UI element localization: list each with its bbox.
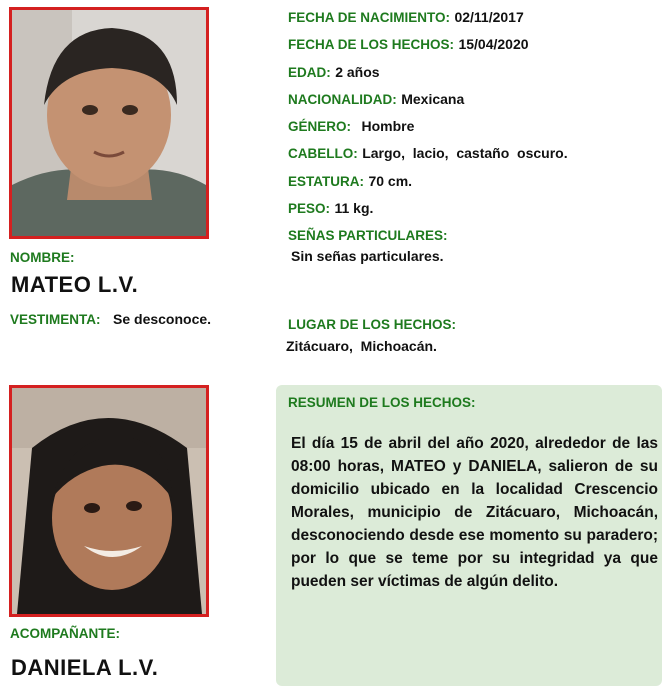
detail-label: CABELLO: [288, 146, 358, 161]
detail-row-weight [288, 200, 373, 218]
detail-value: Hombre [361, 118, 415, 134]
detail-value: 11 kg. [334, 200, 374, 216]
child-photo [9, 7, 209, 239]
detail-row-height [288, 173, 412, 191]
clothing-label: VESTIMENTA: [10, 312, 101, 327]
summary-label: RESUMEN DE LOS HECHOS: [288, 395, 476, 410]
marks-label: SEÑAS PARTICULARES: [288, 228, 448, 243]
detail-value: 02/11/2017 [454, 9, 524, 25]
clothing-value: Se desconoce. [113, 311, 212, 327]
detail-row-nationality [288, 91, 464, 109]
detail-value: Largo, lacio, castaño oscuro. [362, 145, 568, 161]
detail-value: 15/04/2020 [458, 36, 529, 52]
marks-value: Sin señas particulares. [291, 248, 444, 264]
detail-label: FECHA DE LOS HECHOS: [288, 37, 455, 52]
detail-label: PESO: [288, 201, 331, 216]
detail-value: Mexicana [401, 91, 465, 107]
place-label: LUGAR DE LOS HECHOS: [288, 317, 457, 332]
detail-value: 2 años [335, 64, 380, 80]
name-label: NOMBRE: [10, 250, 75, 265]
summary-text: El día 15 de abril del año 2020, alrededor de las 08:00 horas, MATEO y DANIELA, salieron de su domicilio ubicado en la localidad Crescencio Morales, municipio de Zitácuaro, Michoacán, desconociendo desde ese momento su paradero; por lo que se teme por su integridad ya que pueden ser víctimas de algún delito. [291, 435, 658, 590]
detail-label: GÉNERO: [288, 119, 352, 134]
detail-label: ESTATURA: [288, 174, 364, 189]
companion-photo [9, 385, 209, 617]
companion-name: DANIELA L.V. [11, 655, 159, 680]
place-value: Zitácuaro, Michoacán. [286, 338, 437, 354]
detail-row-hair [288, 145, 568, 163]
detail-label: NACIONALIDAD: [288, 92, 397, 107]
detail-row-birthdate [288, 9, 524, 27]
child-name: MATEO L.V. [11, 272, 139, 297]
detail-row-gender [288, 118, 414, 136]
detail-label: EDAD: [288, 65, 331, 80]
detail-row-age [288, 64, 380, 82]
detail-value: 70 cm. [368, 173, 413, 189]
detail-row-event-date [288, 36, 529, 54]
companion-label: ACOMPAÑANTE: [10, 626, 120, 641]
detail-label: FECHA DE NACIMIENTO: [288, 10, 450, 25]
